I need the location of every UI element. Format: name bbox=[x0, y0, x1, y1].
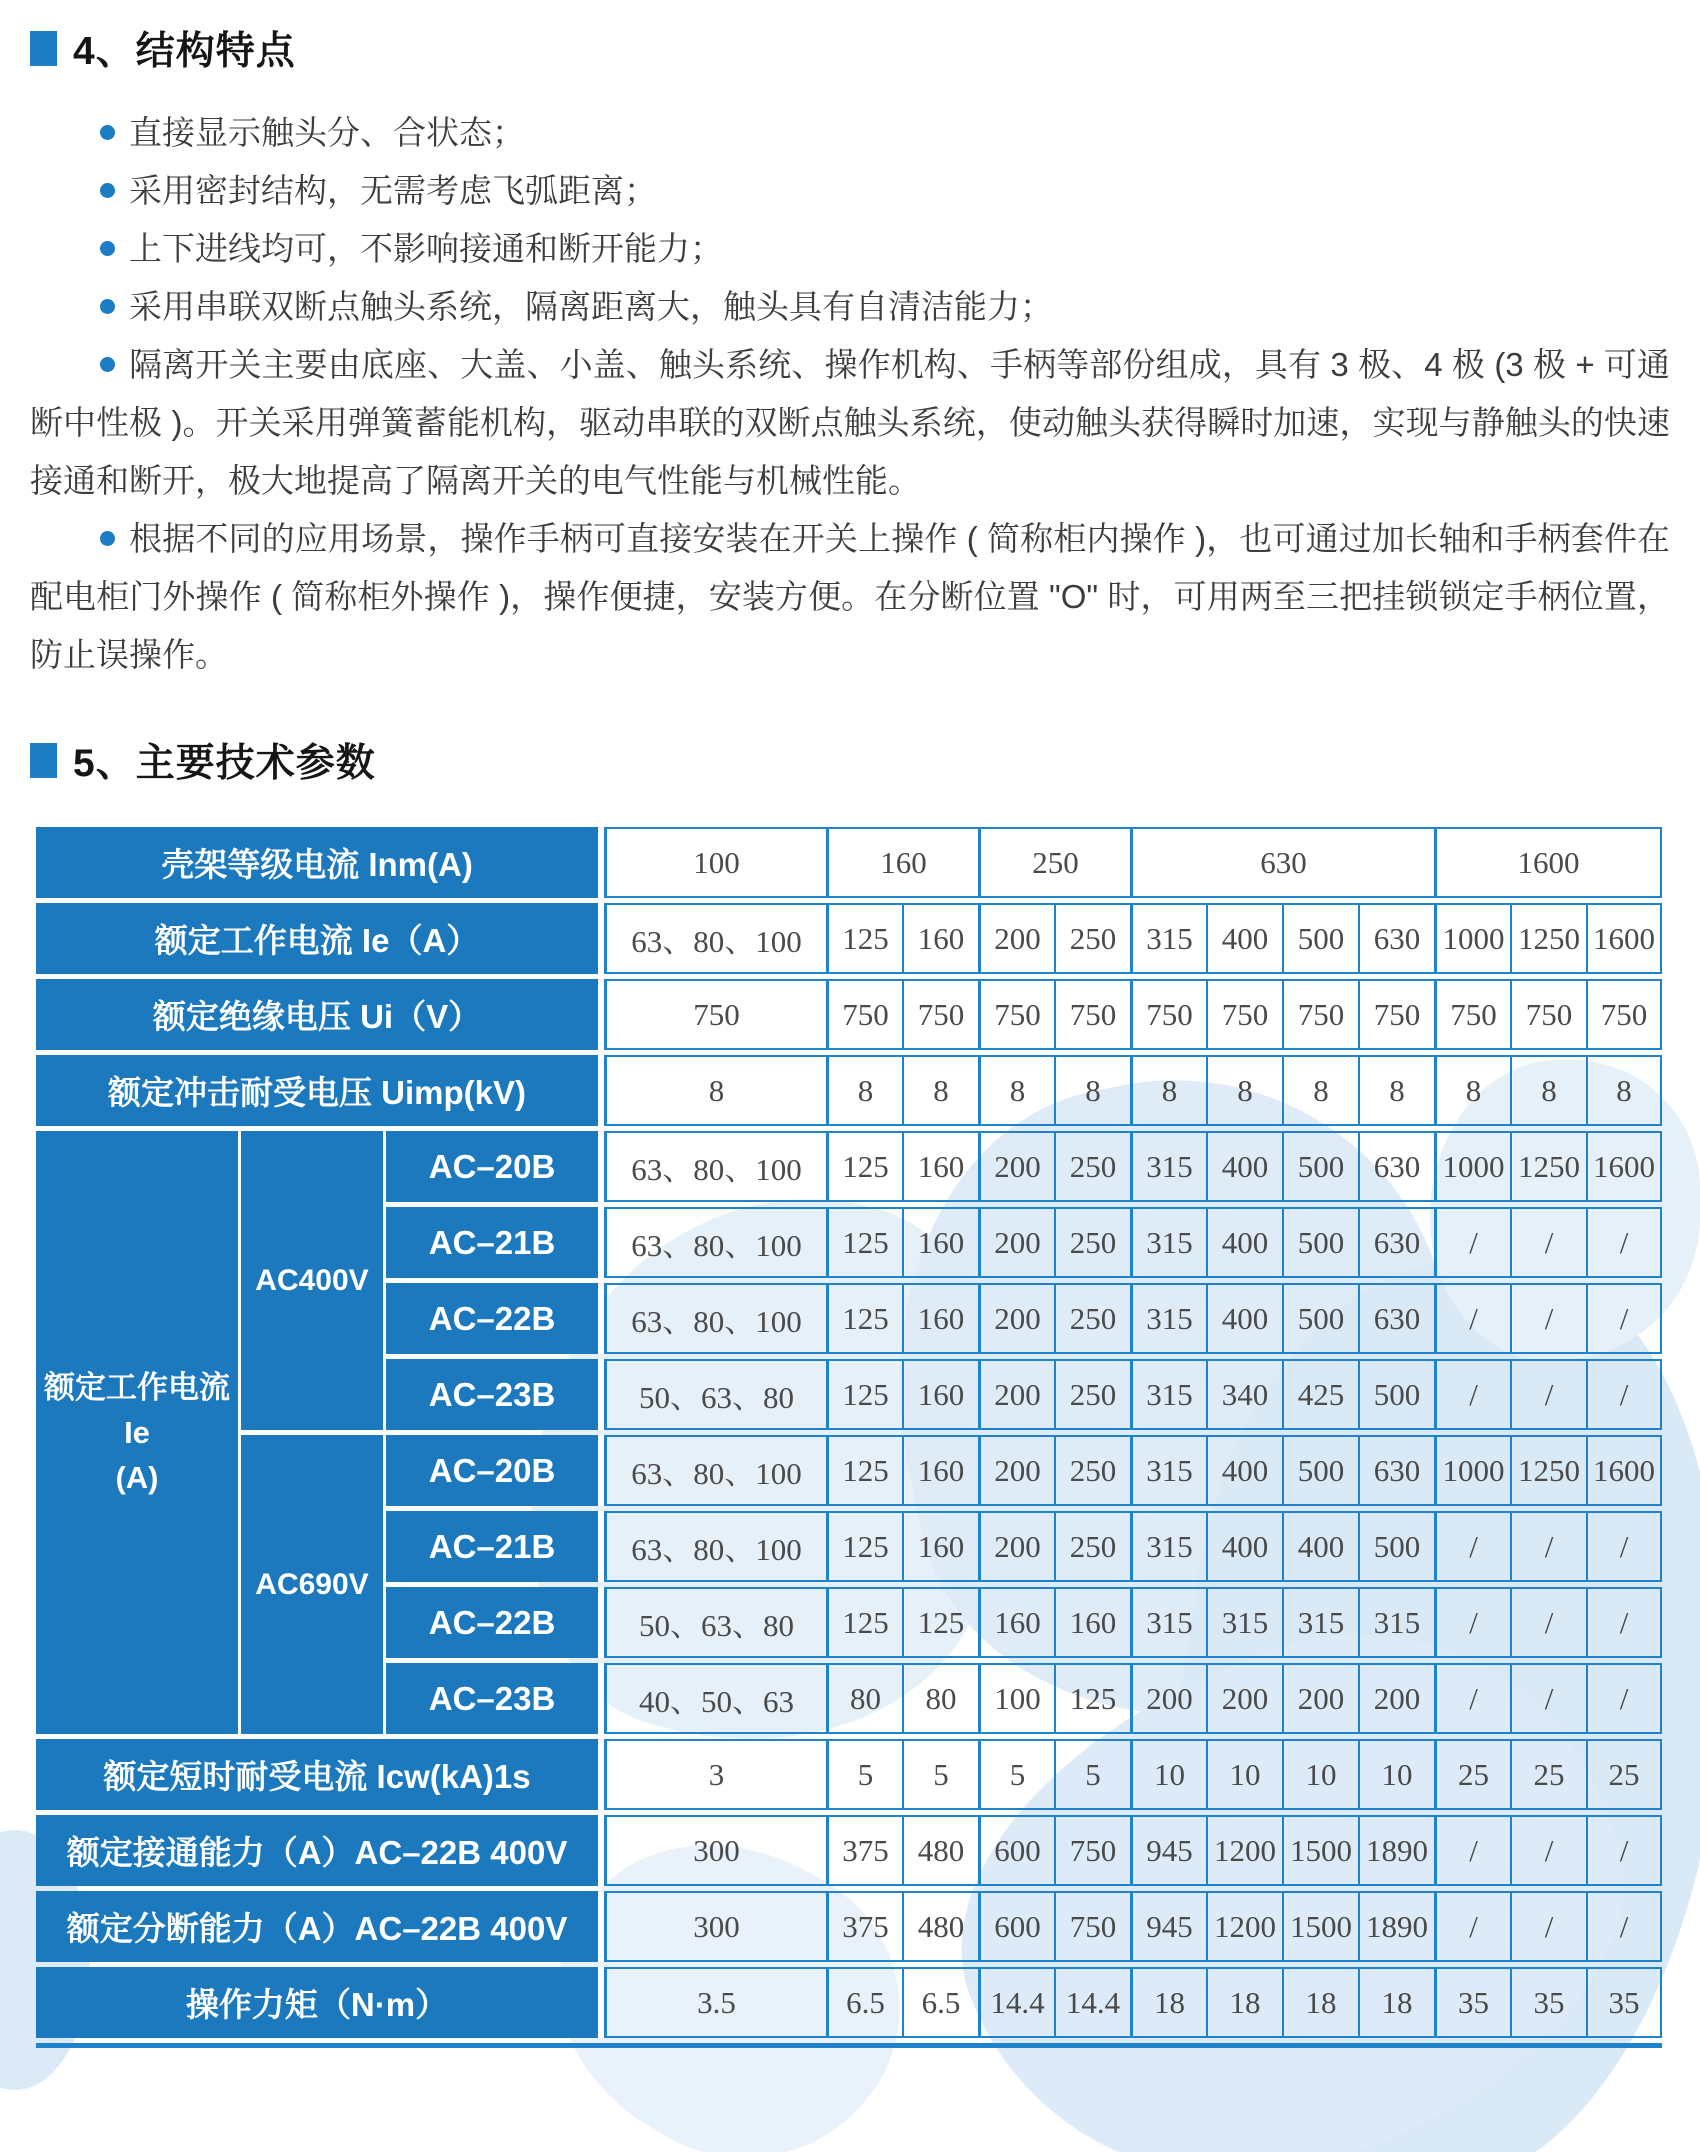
spec-row-label: 操作力矩（N·m） bbox=[36, 1967, 604, 2038]
table-row bbox=[36, 1815, 1662, 1886]
table-row bbox=[36, 1891, 1662, 1962]
spec-cell: 200 bbox=[978, 1207, 1054, 1278]
spec-cell: 6.5 bbox=[826, 1967, 902, 2038]
spec-cell: 10 bbox=[1206, 1739, 1282, 1810]
spec-cell: 125 bbox=[1054, 1663, 1130, 1734]
feature-item bbox=[30, 162, 1670, 220]
spec-cell: 3.5 bbox=[604, 1967, 826, 2038]
spec-cell: 750 bbox=[1510, 979, 1586, 1050]
spec-cell: / bbox=[1434, 1815, 1510, 1886]
spec-cell: / bbox=[1510, 1511, 1586, 1582]
table-row bbox=[36, 1131, 1662, 1202]
spec-cell: 315 bbox=[1130, 1359, 1206, 1430]
spec-cell: 8 bbox=[1282, 1055, 1358, 1126]
blue-square-marker-icon bbox=[30, 743, 57, 778]
spec-cell: 25 bbox=[1510, 1739, 1586, 1810]
spec-cell: 50、63、80 bbox=[604, 1587, 826, 1658]
spec-cell: 945 bbox=[1130, 1891, 1206, 1962]
spec-cell: 35 bbox=[1586, 1967, 1662, 2038]
ie-label-line: Ie bbox=[124, 1415, 150, 1450]
spec-cell: / bbox=[1510, 1891, 1586, 1962]
spec-cell: 1000 bbox=[1434, 903, 1510, 974]
spec-cell: 400 bbox=[1206, 903, 1282, 974]
spec-cell: 480 bbox=[902, 1815, 978, 1886]
spec-cell: 425 bbox=[1282, 1359, 1358, 1430]
table-row bbox=[36, 1435, 1662, 1506]
feature-text: 隔离开关主要由底座、大盖、小盖、触头系统、操作机构、手柄等部份组成，具有 3 极、4 极 (3 极 + 可通断中性极 )。开关采用弹簧蓄能机构，驱动串联的双断点触头系统，使动触头获得瞬时加速，实现与静触头的快速接通和断开，极大地提高了隔离开关的电气性能与机械性能。 bbox=[30, 346, 1670, 499]
spec-cell: / bbox=[1510, 1359, 1586, 1430]
spec-cell: 500 bbox=[1358, 1359, 1434, 1430]
spec-cell: 10 bbox=[1130, 1739, 1206, 1810]
spec-cell: 14.4 bbox=[978, 1967, 1054, 2038]
spec-cell: 1200 bbox=[1206, 1891, 1282, 1962]
spec-cell: 8 bbox=[902, 1055, 978, 1126]
spec-cell: 200 bbox=[978, 903, 1054, 974]
spec-cell: 6.5 bbox=[902, 1967, 978, 2038]
table-row bbox=[36, 903, 1662, 974]
spec-cell: 250 bbox=[1054, 1207, 1130, 1278]
bullet-dot-icon bbox=[100, 531, 115, 546]
table-row bbox=[36, 827, 1662, 898]
spec-cell: 8 bbox=[1510, 1055, 1586, 1126]
spec-cell: 160 bbox=[902, 1283, 978, 1354]
spec-cell: 1600 bbox=[1586, 1131, 1662, 1202]
spec-cell: 8 bbox=[1358, 1055, 1434, 1126]
spec-cell: / bbox=[1434, 1207, 1510, 1278]
spec-cell: / bbox=[1510, 1815, 1586, 1886]
spec-cell: 750 bbox=[604, 979, 826, 1050]
utilization-category-label: AC–23B bbox=[386, 1359, 604, 1430]
feature-paragraph bbox=[30, 336, 1670, 510]
spec-cell: 1500 bbox=[1282, 1891, 1358, 1962]
spec-cell: / bbox=[1586, 1587, 1662, 1658]
spec-cell: 500 bbox=[1358, 1511, 1434, 1582]
spec-row-label: 额定工作电流 Ie（A） bbox=[36, 903, 604, 974]
spec-cell: 630 bbox=[1358, 1131, 1434, 1202]
spec-cell: / bbox=[1510, 1207, 1586, 1278]
feature-item bbox=[30, 104, 1670, 162]
feature-list bbox=[30, 104, 1670, 684]
section-5-title: 5、主要技术参数 bbox=[73, 742, 376, 785]
spec-cell: 630 bbox=[1358, 1283, 1434, 1354]
spec-cell: 315 bbox=[1130, 1435, 1206, 1506]
spec-cell: 8 bbox=[604, 1055, 826, 1126]
spec-cell: 750 bbox=[902, 979, 978, 1050]
spec-cell: 400 bbox=[1206, 1131, 1282, 1202]
spec-cell: 160 bbox=[978, 1587, 1054, 1658]
spec-cell: 1000 bbox=[1434, 1131, 1510, 1202]
spec-cell: 630 bbox=[1358, 903, 1434, 974]
spec-cell: / bbox=[1586, 1207, 1662, 1278]
spec-cell: 63、80、100 bbox=[604, 1435, 826, 1506]
spec-row-label: 额定接通能力（A）AC–22B 400V bbox=[36, 1815, 604, 1886]
spec-cell: 200 bbox=[978, 1131, 1054, 1202]
spec-cell: 80 bbox=[826, 1663, 902, 1734]
spec-cell: 315 bbox=[1130, 1207, 1206, 1278]
spec-cell: 18 bbox=[1358, 1967, 1434, 2038]
spec-cell: 375 bbox=[826, 1891, 902, 1962]
spec-cell: 125 bbox=[826, 1283, 902, 1354]
spec-cell: 250 bbox=[1054, 1131, 1130, 1202]
spec-cell: 750 bbox=[1130, 979, 1206, 1050]
spec-cell: 750 bbox=[978, 979, 1054, 1050]
bullet-dot-icon bbox=[100, 299, 115, 314]
spec-cell: 375 bbox=[826, 1815, 902, 1886]
spec-cell: 63、80、100 bbox=[604, 1283, 826, 1354]
spec-cell: / bbox=[1586, 1663, 1662, 1734]
spec-cell: 200 bbox=[1206, 1663, 1282, 1734]
spec-cell: 400 bbox=[1206, 1511, 1282, 1582]
utilization-category-label: AC–22B bbox=[386, 1587, 604, 1658]
spec-cell: 40、50、63 bbox=[604, 1663, 826, 1734]
spec-row-label: 壳架等级电流 Inm(A) bbox=[36, 827, 604, 898]
spec-cell: 315 bbox=[1358, 1587, 1434, 1658]
spec-cell: 200 bbox=[978, 1359, 1054, 1430]
spec-cell: 500 bbox=[1282, 903, 1358, 974]
spec-cell: 125 bbox=[826, 1131, 902, 1202]
table-row bbox=[36, 1967, 1662, 2038]
spec-cell: 400 bbox=[1206, 1207, 1282, 1278]
spec-cell: / bbox=[1510, 1587, 1586, 1658]
spec-cell: / bbox=[1434, 1663, 1510, 1734]
spec-cell: 750 bbox=[1586, 979, 1662, 1050]
spec-cell: 125 bbox=[826, 1511, 902, 1582]
utilization-category-label: AC–21B bbox=[386, 1207, 604, 1278]
spec-cell: 1200 bbox=[1206, 1815, 1282, 1886]
spec-cell: 500 bbox=[1282, 1131, 1358, 1202]
spec-cell: 400 bbox=[1282, 1511, 1358, 1582]
section-4-title: 4、结构特点 bbox=[73, 30, 296, 73]
spec-cell: 8 bbox=[1586, 1055, 1662, 1126]
spec-cell: 1250 bbox=[1510, 903, 1586, 974]
spec-cell: 400 bbox=[1206, 1283, 1282, 1354]
spec-cell: 8 bbox=[1434, 1055, 1510, 1126]
spec-cell: 200 bbox=[1130, 1663, 1206, 1734]
spec-row-label: 额定分断能力（A）AC–22B 400V bbox=[36, 1891, 604, 1962]
spec-cell: 160 bbox=[902, 1511, 978, 1582]
spec-cell: 100 bbox=[978, 1663, 1054, 1734]
feature-paragraph bbox=[30, 510, 1670, 684]
spec-cell: 250 bbox=[1054, 903, 1130, 974]
spec-cell: 8 bbox=[978, 1055, 1054, 1126]
spec-cell: 35 bbox=[1510, 1967, 1586, 2038]
spec-cell: 8 bbox=[1130, 1055, 1206, 1126]
spec-cell: 5 bbox=[978, 1739, 1054, 1810]
spec-cell: 300 bbox=[604, 1891, 826, 1962]
spec-cell: / bbox=[1586, 1359, 1662, 1430]
spec-cell: 340 bbox=[1206, 1359, 1282, 1430]
spec-cell: 250 bbox=[1054, 1359, 1130, 1430]
utilization-category-label: AC–23B bbox=[386, 1663, 604, 1734]
ie-label-line: 额定工作电流 bbox=[44, 1370, 230, 1405]
spec-table-wrap bbox=[36, 822, 1662, 2048]
utilization-category-label: AC–22B bbox=[386, 1283, 604, 1354]
feature-text: 采用密封结构，无需考虑飞弧距离； bbox=[129, 172, 657, 209]
spec-cell: 315 bbox=[1130, 1283, 1206, 1354]
spec-cell: 750 bbox=[1282, 979, 1358, 1050]
spec-cell: 160 bbox=[902, 1207, 978, 1278]
spec-cell: 5 bbox=[1054, 1739, 1130, 1810]
frame-size-header: 160 bbox=[826, 827, 978, 898]
frame-size-header: 1600 bbox=[1434, 827, 1662, 898]
spec-cell: 750 bbox=[826, 979, 902, 1050]
spec-cell: 630 bbox=[1358, 1207, 1434, 1278]
spec-cell: 1000 bbox=[1434, 1435, 1510, 1506]
spec-cell: 200 bbox=[1282, 1663, 1358, 1734]
spec-table bbox=[36, 822, 1662, 2043]
section-4-heading bbox=[30, 24, 1670, 72]
spec-cell: 1250 bbox=[1510, 1131, 1586, 1202]
table-row bbox=[36, 1739, 1662, 1810]
spec-cell: 125 bbox=[826, 1587, 902, 1658]
feature-item bbox=[30, 278, 1670, 336]
spec-cell: 750 bbox=[1358, 979, 1434, 1050]
spec-cell: 315 bbox=[1282, 1587, 1358, 1658]
spec-cell: 315 bbox=[1130, 1131, 1206, 1202]
spec-cell: 63、80、100 bbox=[604, 1511, 826, 1582]
spec-cell: / bbox=[1586, 1283, 1662, 1354]
spec-cell: 250 bbox=[1054, 1283, 1130, 1354]
spec-cell: 8 bbox=[1054, 1055, 1130, 1126]
feature-text: 根据不同的应用场景，操作手柄可直接安装在开关上操作 ( 简称柜内操作 )，也可通过加长轴和手柄套件在配电柜门外操作 ( 简称柜外操作 )，操作便捷，安装方便。在分断位置 "O" 时，可用两至三把挂锁锁定手柄位置，防止误操作。 bbox=[30, 520, 1670, 673]
table-bottom-rule bbox=[36, 2043, 1662, 2048]
spec-cell: 10 bbox=[1358, 1739, 1434, 1810]
spec-cell: 945 bbox=[1130, 1815, 1206, 1886]
spec-cell: 1600 bbox=[1586, 903, 1662, 974]
spec-cell: 1890 bbox=[1358, 1891, 1434, 1962]
spec-cell: 500 bbox=[1282, 1207, 1358, 1278]
spec-cell: 5 bbox=[902, 1739, 978, 1810]
spec-cell: / bbox=[1434, 1587, 1510, 1658]
frame-size-header: 100 bbox=[604, 827, 826, 898]
utilization-category-label: AC–20B bbox=[386, 1435, 604, 1506]
feature-item bbox=[30, 220, 1670, 278]
spec-cell: 18 bbox=[1282, 1967, 1358, 2038]
spec-cell: 35 bbox=[1434, 1967, 1510, 2038]
spec-cell: 125 bbox=[826, 903, 902, 974]
spec-cell: 125 bbox=[826, 1359, 902, 1430]
bullet-dot-icon bbox=[100, 183, 115, 198]
spec-cell: 200 bbox=[978, 1435, 1054, 1506]
spec-cell: 63、80、100 bbox=[604, 1131, 826, 1202]
spec-cell: 8 bbox=[826, 1055, 902, 1126]
spec-cell: / bbox=[1434, 1891, 1510, 1962]
spec-cell: 600 bbox=[978, 1815, 1054, 1886]
feature-text: 上下进线均可，不影响接通和断开能力； bbox=[129, 230, 723, 267]
spec-cell: 1250 bbox=[1510, 1435, 1586, 1506]
spec-cell: 8 bbox=[1206, 1055, 1282, 1126]
spec-cell: 18 bbox=[1130, 1967, 1206, 2038]
spec-cell: 160 bbox=[902, 1435, 978, 1506]
bullet-dot-icon bbox=[100, 241, 115, 256]
spec-cell: 63、80、100 bbox=[604, 1207, 826, 1278]
feature-text: 直接显示触头分、合状态； bbox=[129, 114, 525, 151]
spec-cell: 315 bbox=[1130, 903, 1206, 974]
spec-cell: 200 bbox=[978, 1511, 1054, 1582]
spec-cell: 315 bbox=[1206, 1587, 1282, 1658]
frame-size-header: 630 bbox=[1130, 827, 1434, 898]
spec-cell: / bbox=[1510, 1663, 1586, 1734]
spec-cell: 18 bbox=[1206, 1967, 1282, 2038]
spec-cell: 250 bbox=[1054, 1511, 1130, 1582]
frame-size-header: 250 bbox=[978, 827, 1130, 898]
spec-cell: 50、63、80 bbox=[604, 1359, 826, 1430]
spec-cell: 750 bbox=[1054, 1815, 1130, 1886]
spec-cell: / bbox=[1510, 1283, 1586, 1354]
voltage-group-label: AC400V bbox=[241, 1131, 386, 1430]
utilization-category-label: AC–21B bbox=[386, 1511, 604, 1582]
spec-cell: 80 bbox=[902, 1663, 978, 1734]
table-row bbox=[36, 979, 1662, 1050]
spec-cell: 160 bbox=[1054, 1587, 1130, 1658]
spec-cell: 750 bbox=[1054, 1891, 1130, 1962]
spec-cell: 160 bbox=[902, 1131, 978, 1202]
spec-cell: 480 bbox=[902, 1891, 978, 1962]
spec-cell: / bbox=[1586, 1511, 1662, 1582]
spec-cell: 125 bbox=[826, 1435, 902, 1506]
spec-cell: 160 bbox=[902, 1359, 978, 1430]
bullet-dot-icon bbox=[100, 125, 115, 140]
spec-cell: / bbox=[1434, 1511, 1510, 1582]
spec-cell: 1500 bbox=[1282, 1815, 1358, 1886]
spec-cell: 1890 bbox=[1358, 1815, 1434, 1886]
spec-cell: 750 bbox=[1206, 979, 1282, 1050]
spec-cell: 750 bbox=[1054, 979, 1130, 1050]
spec-cell: 630 bbox=[1358, 1435, 1434, 1506]
spec-cell: 25 bbox=[1434, 1739, 1510, 1810]
spec-cell: / bbox=[1434, 1283, 1510, 1354]
spec-cell: 125 bbox=[826, 1207, 902, 1278]
spec-cell: 10 bbox=[1282, 1739, 1358, 1810]
spec-row-label: 额定冲击耐受电压 Uimp(kV) bbox=[36, 1055, 604, 1126]
spec-cell: 3 bbox=[604, 1739, 826, 1810]
spec-cell: 125 bbox=[902, 1587, 978, 1658]
spec-cell: 200 bbox=[1358, 1663, 1434, 1734]
spec-cell: 600 bbox=[978, 1891, 1054, 1962]
spec-cell: 250 bbox=[1054, 1435, 1130, 1506]
spec-cell: / bbox=[1434, 1359, 1510, 1430]
section-5-heading bbox=[30, 736, 1670, 784]
spec-cell: 63、80、100 bbox=[604, 903, 826, 974]
spec-cell: 1600 bbox=[1586, 1435, 1662, 1506]
spec-cell: / bbox=[1586, 1815, 1662, 1886]
table-row bbox=[36, 1055, 1662, 1126]
spec-ie-label bbox=[36, 1131, 241, 1734]
spec-cell: 14.4 bbox=[1054, 1967, 1130, 2038]
spec-cell: / bbox=[1586, 1891, 1662, 1962]
bullet-dot-icon bbox=[100, 357, 115, 372]
voltage-group-label: AC690V bbox=[241, 1435, 386, 1734]
spec-cell: 750 bbox=[1434, 979, 1510, 1050]
blue-square-marker-icon bbox=[30, 31, 57, 66]
spec-row-label: 额定短时耐受电流 Icw(kA)1s bbox=[36, 1739, 604, 1810]
spec-cell: 25 bbox=[1586, 1739, 1662, 1810]
spec-row-label: 额定绝缘电压 Ui（V） bbox=[36, 979, 604, 1050]
spec-cell: 400 bbox=[1206, 1435, 1282, 1506]
spec-cell: 200 bbox=[978, 1283, 1054, 1354]
ie-label-line: (A) bbox=[115, 1460, 159, 1495]
spec-cell: 315 bbox=[1130, 1511, 1206, 1582]
spec-cell: 5 bbox=[826, 1739, 902, 1810]
spec-cell: 300 bbox=[604, 1815, 826, 1886]
spec-cell: 500 bbox=[1282, 1283, 1358, 1354]
feature-text: 采用串联双断点触头系统，隔离距离大，触头具有自清洁能力； bbox=[129, 288, 1053, 325]
spec-cell: 500 bbox=[1282, 1435, 1358, 1506]
spec-cell: 160 bbox=[902, 903, 978, 974]
utilization-category-label: AC–20B bbox=[386, 1131, 604, 1202]
spec-cell: 315 bbox=[1130, 1587, 1206, 1658]
